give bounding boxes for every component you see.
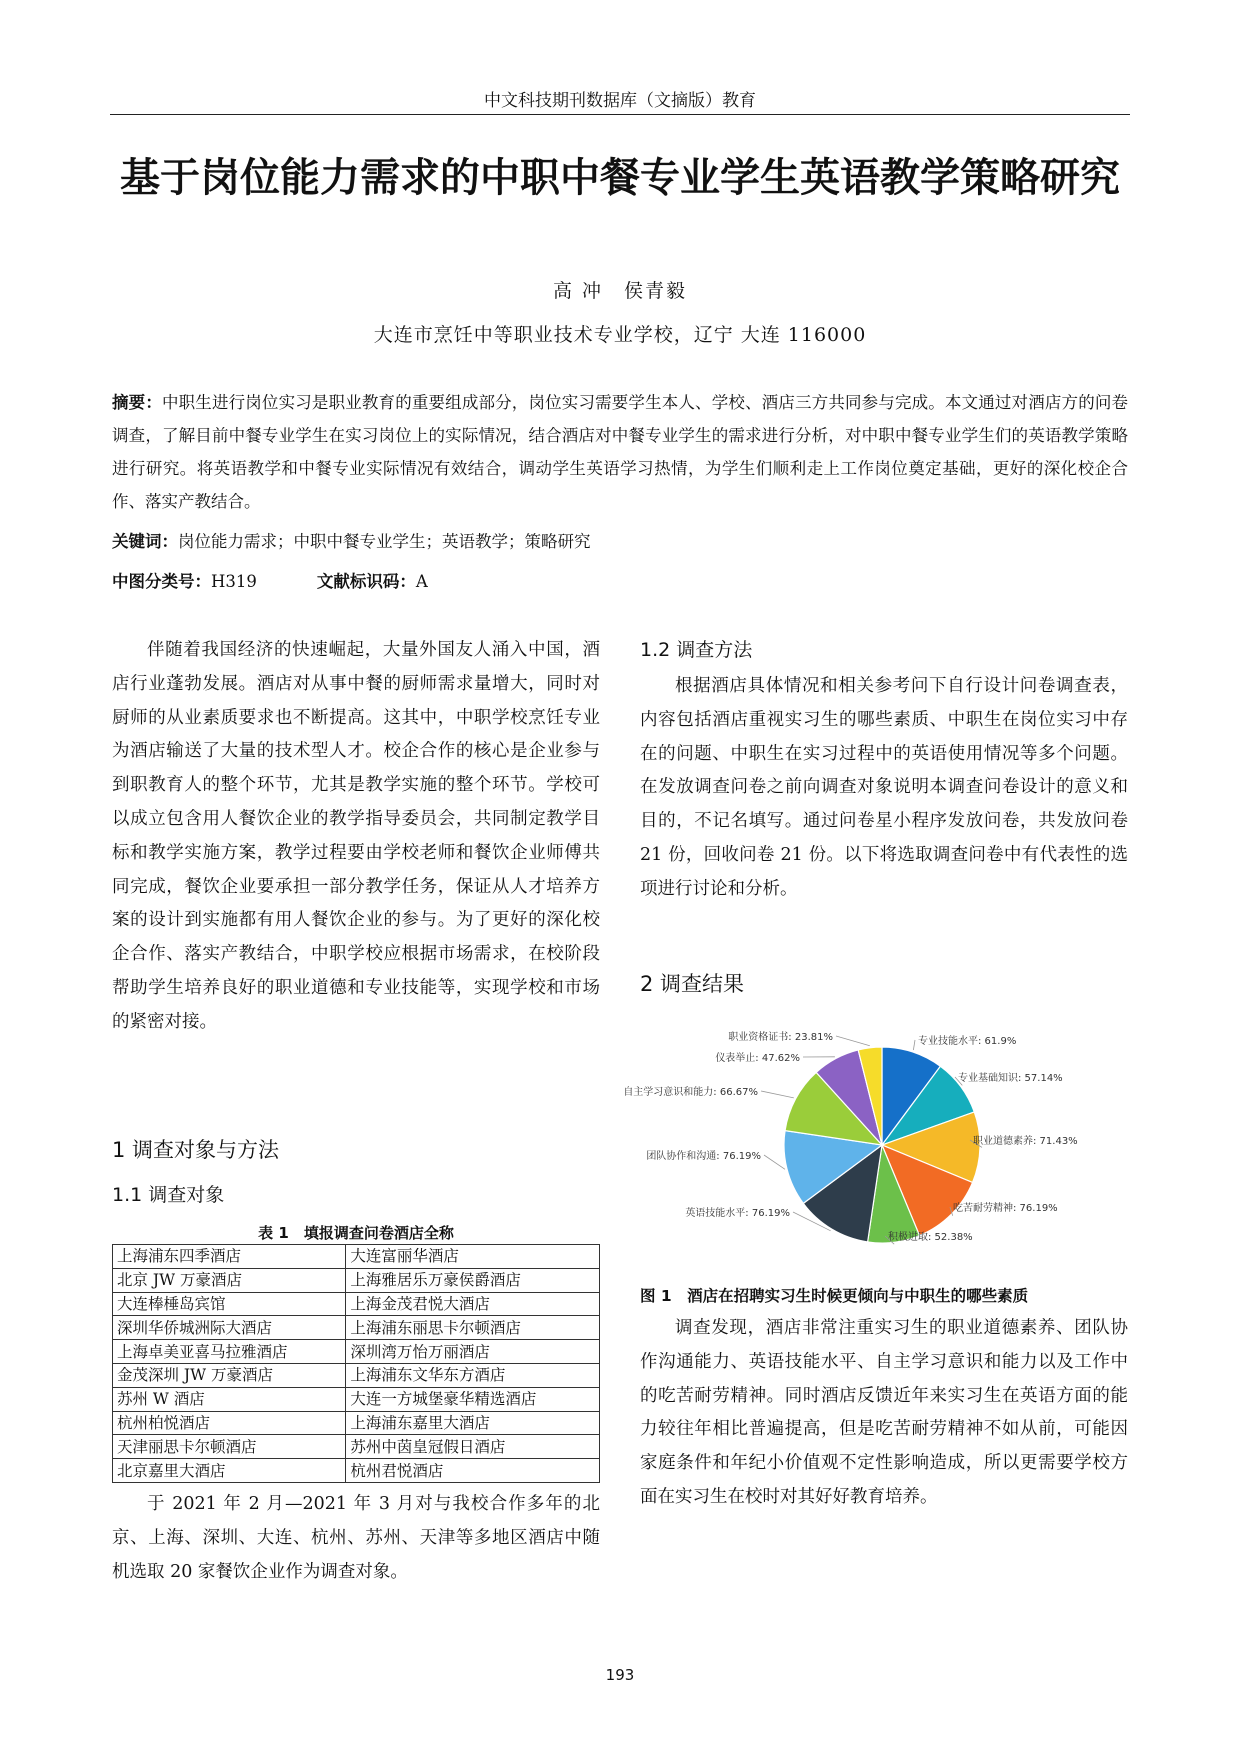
slice-label: 专业技能水平: 61.9% bbox=[918, 1036, 1017, 1047]
table-cell: 杭州君悦酒店 bbox=[346, 1459, 600, 1483]
keywords-text: 岗位能力需求；中职中餐专业学生；英语教学；策略研究 bbox=[178, 532, 591, 551]
header-rule bbox=[110, 114, 1130, 115]
leader-line bbox=[761, 1091, 794, 1098]
table-cell: 杭州柏悦酒店 bbox=[113, 1411, 346, 1435]
leader-line bbox=[913, 1040, 915, 1050]
slice-label: 吃苦耐劳精神: 76.19% bbox=[953, 1203, 1058, 1214]
keywords-label: 关键词： bbox=[112, 532, 178, 551]
table-row bbox=[113, 1268, 600, 1292]
intro-paragraph bbox=[112, 634, 600, 1040]
figure-caption: 图 1 酒店在招聘实习生时候更倾向与中职生的哪些素质 bbox=[640, 1287, 1029, 1305]
slice-label: 积极进取: 52.38% bbox=[888, 1232, 973, 1243]
slice-label: 仪表举止: 47.62% bbox=[715, 1053, 800, 1064]
table-row bbox=[113, 1435, 600, 1459]
after-table-text: 于 2021 年 2 月—2021 年 3 月对与我校合作多年的北京、上海、深圳、大连、杭州、苏州、天津等多地区酒店中随机选取 20 家餐饮企业作为调查对象。 bbox=[112, 1494, 600, 1582]
table-row bbox=[113, 1316, 600, 1340]
table-cell: 上海金茂君悦大酒店 bbox=[346, 1292, 600, 1316]
table-cell: 大连富丽华酒店 bbox=[346, 1245, 600, 1269]
affiliation: 大连市烹饪中等职业技术专业学校，辽宁 大连 116000 bbox=[373, 324, 867, 346]
results-text: 调查发现，酒店非常注重实习生的职业道德素养、团队协作沟通能力、英语技能水平、自主学习意识和能力以及工作中的吃苦耐劳精神。同时酒店反馈近年来实习生在英语方面的能力较往年相比普遍提高，但是吃苦耐劳精神不如从前，可能因家庭条件和年纪小价值观不定性影响造成，所以更需要学校方面在实习生在校时对其好好教育培养。 bbox=[640, 1318, 1128, 1507]
table-row bbox=[113, 1459, 600, 1483]
table-cell: 上海浦东文华东方酒店 bbox=[346, 1363, 600, 1387]
leader-line bbox=[836, 1036, 870, 1046]
hotel-table bbox=[112, 1244, 600, 1483]
table-cell: 上海浦东嘉里大酒店 bbox=[346, 1411, 600, 1435]
table-cell: 苏州中茵皇冠假日酒店 bbox=[346, 1435, 600, 1459]
method-paragraph bbox=[640, 670, 1128, 907]
table-row bbox=[113, 1363, 600, 1387]
slice-label: 英语技能水平: 76.19% bbox=[685, 1208, 790, 1219]
abstract-text: 中职生进行岗位实习是职业教育的重要组成部分，岗位实习需要学生本人、学校、酒店三方共同参与完成。本文通过对酒店方的问卷调查，了解目前中餐专业学生在实习岗位上的实际情况，结合酒店对中餐专业学生的需求进行分析，对中职中餐专业学生们的英语教学策略进行研究。将英语教学和中餐专业实际情况有效结合，调动学生英语学习热情，为学生们顺利走上工作岗位奠定基础，更好的深化校企合作、落实产教结合。 bbox=[112, 393, 1129, 511]
table-cell: 上海卓美亚喜马拉雅酒店 bbox=[113, 1340, 346, 1364]
table-cell: 金茂深圳 JW 万豪酒店 bbox=[113, 1363, 346, 1387]
authors: 高 冲 侯青毅 bbox=[552, 280, 688, 302]
results-paragraph bbox=[640, 1312, 1128, 1515]
page-number: 193 bbox=[605, 1666, 635, 1684]
table-cell: 苏州 W 酒店 bbox=[113, 1387, 346, 1411]
keywords bbox=[112, 528, 591, 552]
clc-value: H319 bbox=[211, 572, 257, 591]
section-heading-1-2: 1.2 调查方法 bbox=[640, 639, 753, 661]
section-heading-1-1: 1.1 调查对象 bbox=[112, 1184, 225, 1206]
table-row bbox=[113, 1387, 600, 1411]
slice-label: 团队协作和沟通: 76.19% bbox=[646, 1151, 761, 1162]
section-heading-2: 2 调查结果 bbox=[640, 972, 745, 996]
table-row bbox=[113, 1245, 600, 1269]
classification bbox=[112, 568, 428, 592]
doc-code-label: 文献标识码： bbox=[316, 572, 416, 591]
slice-label: 专业基础知识: 57.14% bbox=[958, 1073, 1063, 1084]
table-cell: 北京嘉里大酒店 bbox=[113, 1459, 346, 1483]
clc-label: 中图分类号： bbox=[112, 572, 211, 591]
section-heading-1: 1 调查对象与方法 bbox=[112, 1138, 280, 1162]
table-cell: 北京 JW 万豪酒店 bbox=[113, 1268, 346, 1292]
slice-label: 自主学习意识和能力: 66.67% bbox=[623, 1087, 758, 1098]
after-table-paragraph bbox=[112, 1488, 600, 1589]
slice-label: 职业资格证书: 23.81% bbox=[728, 1032, 833, 1043]
abstract-label: 摘要： bbox=[112, 393, 162, 412]
table-row bbox=[113, 1411, 600, 1435]
abstract bbox=[112, 386, 1128, 518]
doc-code-value: A bbox=[415, 572, 428, 591]
table-cell: 上海雅居乐万豪侯爵酒店 bbox=[346, 1268, 600, 1292]
method-text: 根据酒店具体情况和相关参考问下自行设计问卷调查表，内容包括酒店重视实习生的哪些素质、中职生在岗位实习中存在的问题、中职生在实习过程中的英语使用情况等多个问题。在发放调查问卷之前向调查对象说明本调查问卷设计的意义和目的，不记名填写。通过问卷星小程序发放问卷，共发放问卷 21 份，回收问卷 21 份。以下将选取调查问卷中有代表性的选项进行讨论和分析。 bbox=[640, 676, 1128, 899]
leader-line bbox=[764, 1155, 785, 1169]
table-caption: 表 1 填报调查问卷酒店全称 bbox=[258, 1224, 454, 1242]
table-cell: 深圳华侨城洲际大酒店 bbox=[113, 1316, 346, 1340]
table-cell: 天津丽思卡尔顿酒店 bbox=[113, 1435, 346, 1459]
pie-chart bbox=[623, 1010, 1130, 1282]
journal-header: 中文科技期刊数据库（文摘版）教育 bbox=[484, 91, 756, 111]
table-cell: 上海浦东四季酒店 bbox=[113, 1245, 346, 1269]
table-cell: 大连棒棰岛宾馆 bbox=[113, 1292, 346, 1316]
intro-text: 伴随着我国经济的快速崛起，大量外国友人涌入中国，酒店行业蓬勃发展。酒店对从事中餐的厨师需求量增大，同时对厨师的从业素质要求也不断提高。这其中，中职学校烹饪专业为酒店输送了大量的技术型人才。校企合作的核心是企业参与到职教育人的整个环节，尤其是教学实施的整个环节。学校可以成立包含用人餐饮企业的教学指导委员会，共同制定教学目标和教学实施方案，教学过程要由学校老师和餐饮企业师傅共同完成，餐饮企业要承担一部分教学任务，保证从人才培养方案的设计到实施都有用人餐饮企业的参与。为了更好的深化校企合作、落实产教结合，中职学校应根据市场需求，在校阶段帮助学生培养良好的职业道德和专业技能等，实现学校和市场的紧密对接。 bbox=[112, 640, 600, 1032]
table-row bbox=[113, 1340, 600, 1364]
table-cell: 上海浦东丽思卡尔顿酒店 bbox=[346, 1316, 600, 1340]
table-cell: 大连一方城堡豪华精选酒店 bbox=[346, 1387, 600, 1411]
table-row bbox=[113, 1292, 600, 1316]
paper-title: 基于岗位能力需求的中职中餐专业学生英语教学策略研究 bbox=[120, 155, 1120, 201]
table-cell: 深圳湾万怡万丽酒店 bbox=[346, 1340, 600, 1364]
slice-label: 职业道德素养: 71.43% bbox=[973, 1136, 1078, 1147]
